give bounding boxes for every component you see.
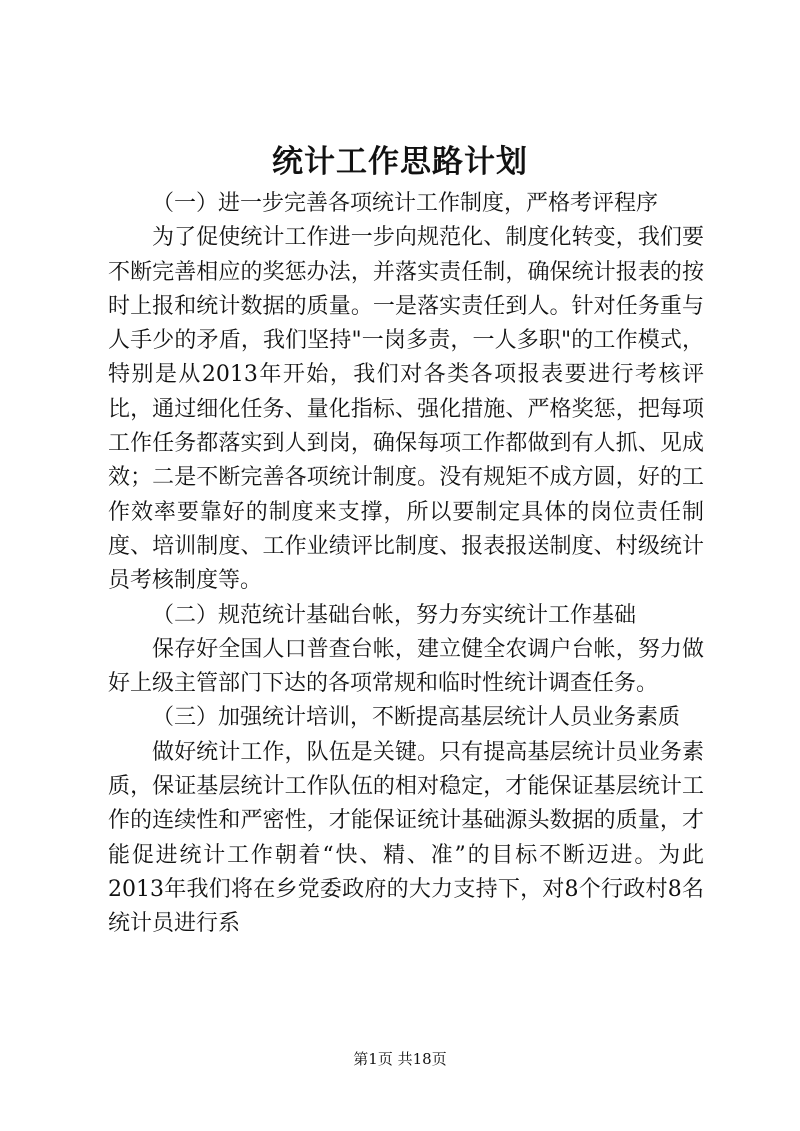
paragraph-2: 保存好全国人口普查台帐，建立健全农调户台帐，努力做好上级主管部门下达的各项常规和临时性统计调查任务。 — [108, 636, 704, 697]
section-heading-3: （三）加强统计培训，不断提高基层统计人员业务素质 — [152, 705, 681, 731]
section-heading-2: （二）规范统计基础台帐，努力夯实统计工作基础 — [152, 602, 637, 628]
document-title: 统计工作思路计划 — [272, 144, 528, 180]
page-footer: 第1页 共18页 — [353, 1050, 447, 1068]
document-body — [108, 187, 704, 942]
paragraph-3: 做好统计工作，队伍是关键。只有提高基层统计员业务素质，保证基层统计工作队伍的相对稳定，才能保证基层统计工作的连续性和严密性，才能保证统计基础源头数据的质量，才能促进统计工作朝着“快、精、准”的目标不断迈进。为此2013年我们将在乡党委政府的大力支持下，对8个行政村8名统计员进行系 — [108, 739, 704, 937]
section-heading-1: （一）进一步完善各项统计工作制度，严格考评程序 — [152, 191, 659, 216]
paragraph-1: 为了促使统计工作进一步向规范化、制度化转变，我们要不断完善相应的奖惩办法，并落实责任制，确保统计报表的按时上报和统计数据的质量。一是落实责任到人。针对任务重与人手少的矛盾，我们坚持"一岗多责，一人多职"的工作模式，特别是从2013年开始，我们对各类各项报表要进行考核评比，通过细化任务、量化指标、强化措施、严格奖惩，把每项工作任务都落实到人到岗，确保每项工作都做到有人抓、见成效；二是不断完善各项统计制度。没有规矩不成方圆，好的工作效率要靠好的制度来支撑，所以要制定具体的岗位责任制度、培训制度、工作业绩评比制度、报表报送制度、村级统计员考核制度等。 — [108, 225, 704, 594]
